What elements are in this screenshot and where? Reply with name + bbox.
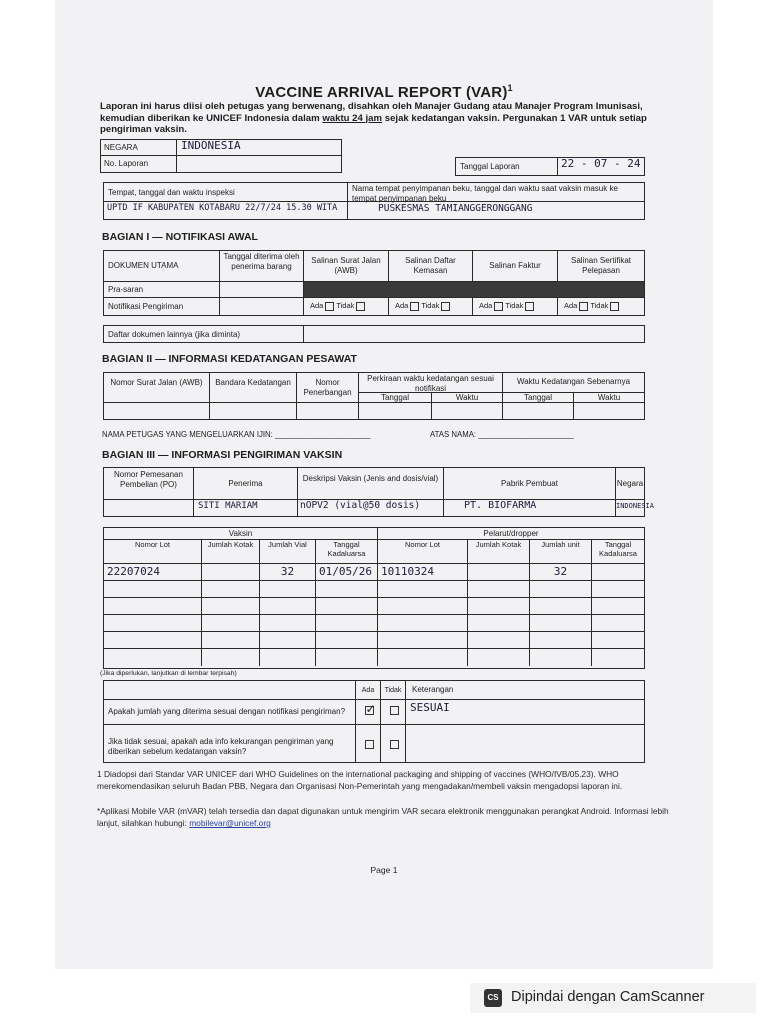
- s2-header-sebenarnya: Waktu Kedatangan Sebenarnya: [503, 373, 644, 393]
- checklist-q2-tidak[interactable]: [381, 725, 406, 762]
- s3-pabrik-value: PT. BIOFARMA: [444, 500, 616, 516]
- s2-sub-tanggal-2: Tanggal: [503, 393, 574, 403]
- s3-header-pabrik: Pabrik Pembuat: [444, 468, 616, 500]
- checklist-q1: Apakah jumlah yang diterima sesuai dengan notifikasi pengiriman?: [104, 700, 356, 725]
- lot-cell[interactable]: [378, 581, 468, 598]
- lot-cell[interactable]: [378, 615, 468, 632]
- lot-cell[interactable]: [104, 632, 202, 649]
- checklist-header-ada: Ada: [356, 681, 381, 700]
- officer-name-line: NAMA PETUGAS YANG MENGELUARKAN IJIN: ______________________: [102, 430, 371, 439]
- s2-sub-tanggal: Tanggal: [359, 393, 432, 403]
- negara-label: NEGARA: [101, 140, 177, 156]
- lot-cell[interactable]: 10110324: [378, 564, 468, 581]
- lot-header: Jumlah unit: [530, 540, 592, 564]
- lot-cell[interactable]: [260, 649, 316, 666]
- checklist-q1-note: SESUAI: [406, 700, 644, 725]
- lot-header: Tanggal Kadaluarsa: [316, 540, 378, 564]
- lot-cell[interactable]: [592, 632, 644, 649]
- lot-cell[interactable]: [316, 632, 378, 649]
- checkbox[interactable]: [325, 302, 334, 311]
- check-mark-icon: ✓: [365, 702, 376, 717]
- section-3-heading: BAGIAN III — INFORMASI PENGIRIMAN VAKSIN: [102, 449, 343, 461]
- s2-input[interactable]: [503, 403, 574, 419]
- intro-text: Laporan ini harus diisi oleh petugas yang berwenang, disahkan oleh Manajer Gudang atau Manajer Program Imunisasi, kemudian diberikan ke UNICEF Indonesia dalam waktu 24 jam sejak kedatangan vaksin. Pergunakan 1 VAR untuk setiap pengiriman vaksin.: [100, 101, 647, 135]
- lot-cell[interactable]: [468, 564, 530, 581]
- checkbox-checked[interactable]: [365, 702, 376, 717]
- s1-check-cert[interactable]: Ada Tidak: [558, 298, 644, 315]
- s2-header-bandara: Bandara Kedatangan: [210, 373, 297, 403]
- s1-notifikasi-date[interactable]: [220, 298, 304, 315]
- lot-header: Jumlah Vial: [260, 540, 316, 564]
- checklist-table: [103, 680, 645, 763]
- location-box: [103, 182, 645, 220]
- checklist-q2: Jika tidak sesuai, apakah ada info kekurangan pengiriman yang diberikan sebelum kedatangan vaksin?: [104, 725, 356, 762]
- section-1-table: [103, 250, 645, 316]
- lot-cell[interactable]: [592, 598, 644, 615]
- s2-input[interactable]: [104, 403, 210, 419]
- lot-cell[interactable]: [592, 581, 644, 598]
- scanned-page: [55, 0, 713, 969]
- s1-row-prasaran: Pra-saran: [104, 282, 220, 298]
- s1-header-packing: Salinan Daftar Kemasan: [389, 251, 473, 282]
- report-date-label: Tanggal Laporan: [456, 158, 558, 175]
- lot-cell[interactable]: [468, 632, 530, 649]
- s1-header-doc: DOKUMEN UTAMA: [104, 251, 220, 282]
- camscanner-watermark: [470, 983, 756, 1013]
- lot-cell[interactable]: [104, 598, 202, 615]
- lot-cell[interactable]: [378, 598, 468, 615]
- lot-header: Jumlah Kotak: [202, 540, 260, 564]
- lot-cell[interactable]: [468, 581, 530, 598]
- checklist-header-blank: [104, 681, 356, 700]
- lot-cell[interactable]: [468, 598, 530, 615]
- footnote-2: *Aplikasi Mobile VAR (mVAR) telah tersedia dan dapat digunakan untuk mengirim VAR secara elektronik menggunakan perangkat Android. Informasi lebih lanjut, silahkan hubungi: mobilevar@unicef.org: [97, 806, 669, 828]
- s1-check-invoice[interactable]: Ada Tidak: [473, 298, 558, 315]
- checkbox[interactable]: [494, 302, 503, 311]
- lot-cell[interactable]: [468, 615, 530, 632]
- s2-input[interactable]: [297, 403, 359, 419]
- lot-header: Tanggal Kadaluarsa: [592, 540, 644, 564]
- checkbox[interactable]: [525, 302, 534, 311]
- lot-cell[interactable]: [104, 615, 202, 632]
- s1-header-date: Tanggal diterima oleh penerima barang: [220, 251, 304, 282]
- s1-prasaran-shaded: [304, 282, 644, 298]
- inspection-place-label: Tempat, tanggal dan waktu inspeksi: [104, 183, 348, 202]
- country-box: [100, 139, 342, 173]
- lot-cell[interactable]: [202, 581, 260, 598]
- lot-table: [103, 527, 645, 669]
- lot-cell[interactable]: [202, 632, 260, 649]
- s3-header-deskripsi: Deskripsi Vaksin (Jenis and dosis/vial): [298, 468, 444, 500]
- s1-header-cert: Salinan Sertifikat Pelepasan: [558, 251, 644, 282]
- lot-cell[interactable]: [316, 598, 378, 615]
- inspection-place-value: UPTD IF KABUPATEN KOTABARU 22/7/24 15.30 WITA: [104, 202, 348, 219]
- storage-place-value: PUSKESMAS TAMIANGGERONGGANG: [378, 203, 533, 214]
- s3-header-penerima: Penerima: [194, 468, 298, 500]
- lot-cell[interactable]: [260, 581, 316, 598]
- checkbox[interactable]: [610, 302, 619, 311]
- s2-sub-waktu-2: Waktu: [574, 393, 644, 403]
- s3-penerima-value: SITI MARIAM: [194, 500, 298, 516]
- lot-header: Nomor Lot: [104, 540, 202, 564]
- lot-cell[interactable]: [592, 649, 644, 666]
- lot-cell[interactable]: [260, 632, 316, 649]
- s2-input[interactable]: [210, 403, 297, 419]
- lot-cell[interactable]: [378, 632, 468, 649]
- report-date-value: 22 - 07 - 24: [561, 157, 641, 170]
- lot-cell[interactable]: 32: [260, 564, 316, 581]
- lot-header: Jumlah Kotak: [468, 540, 530, 564]
- lot-cell[interactable]: [104, 649, 202, 666]
- s1-prasaran-date[interactable]: [220, 282, 304, 298]
- lot-cell[interactable]: 01/05/26: [316, 564, 378, 581]
- report-title: VACCINE ARRIVAL REPORT (VAR)$^1$: [255, 83, 513, 101]
- negara-value: INDONESIA: [177, 140, 341, 156]
- other-docs-box: [103, 325, 645, 343]
- s3-deskripsi-value: nOPV2 (vial@50 dosis): [298, 500, 444, 516]
- lot-group-vaksin: Vaksin: [104, 528, 378, 540]
- email-link[interactable]: mobilevar@unicef.org: [189, 818, 271, 828]
- lot-cell[interactable]: [104, 581, 202, 598]
- on-behalf-line: ATAS NAMA: ______________________: [430, 430, 574, 439]
- lot-cell[interactable]: [378, 649, 468, 666]
- lot-group-pelarut: Pelarut/dropper: [378, 528, 644, 540]
- lot-cell[interactable]: 22207024: [104, 564, 202, 581]
- s3-negara-value: INDONESIA: [616, 502, 654, 510]
- section-3-table: [103, 467, 654, 517]
- lot-cell[interactable]: [202, 649, 260, 666]
- s3-header-po: Nomor Pemesanan Pembelian (PO): [104, 468, 194, 500]
- lot-cell[interactable]: [530, 598, 592, 615]
- checkbox[interactable]: [365, 740, 374, 749]
- s1-check-packing[interactable]: Ada Tidak: [389, 298, 473, 315]
- no-laporan-label: No. Laporan: [101, 156, 177, 172]
- checkbox[interactable]: [390, 740, 399, 749]
- lot-cell[interactable]: [530, 649, 592, 666]
- section-1-heading: BAGIAN I — NOTIFIKASI AWAL: [102, 231, 258, 243]
- s1-row-notifikasi: Notifikasi Pengiriman: [104, 298, 220, 315]
- lot-cell[interactable]: [530, 615, 592, 632]
- s3-header-negara: Negara: [616, 468, 644, 500]
- s2-input[interactable]: [574, 403, 644, 419]
- s2-header-awb: Nomor Surat Jalan (AWB): [104, 373, 210, 403]
- lot-cell[interactable]: [316, 649, 378, 666]
- lot-cell[interactable]: [316, 615, 378, 632]
- lot-note: (Jika diperlukan, lanjutkan di lembar terpisah): [100, 670, 237, 677]
- checkbox[interactable]: [441, 302, 450, 311]
- lot-cell[interactable]: [530, 632, 592, 649]
- lot-cell[interactable]: 32: [530, 564, 592, 581]
- lot-cell[interactable]: [468, 649, 530, 666]
- report-date-box: [455, 157, 645, 176]
- checkbox[interactable]: [410, 302, 419, 311]
- lot-cell[interactable]: [260, 615, 316, 632]
- no-laporan-field[interactable]: [177, 156, 341, 172]
- checklist-header-tidak: Tidak: [381, 681, 406, 700]
- s2-header-perkiraan: Perkiraan waktu kedatangan sesuai notifikasi: [359, 373, 503, 393]
- s2-header-nomor: Nomor Penerbangan: [297, 373, 359, 403]
- s1-check-awb[interactable]: Ada Tidak: [304, 298, 389, 315]
- camscanner-logo-icon: CS: [484, 989, 502, 1007]
- page-content: [55, 0, 713, 969]
- s2-sub-waktu: Waktu: [432, 393, 503, 403]
- checkbox[interactable]: [579, 302, 588, 311]
- lot-header: Nomor Lot: [378, 540, 468, 564]
- checklist-q2-ada[interactable]: [356, 725, 381, 762]
- other-docs-label: Daftar dokumen lainnya (jika diminta): [104, 326, 304, 342]
- s1-header-invoice: Salinan Faktur: [473, 251, 558, 282]
- s2-input[interactable]: [359, 403, 432, 419]
- lot-cell[interactable]: [592, 564, 644, 581]
- lot-cell[interactable]: [202, 564, 260, 581]
- s1-header-awb: Salinan Surat Jalan (AWB): [304, 251, 389, 282]
- lot-cell[interactable]: [530, 581, 592, 598]
- checkbox[interactable]: [390, 706, 399, 715]
- footnote-1: 1 Diadopsi dari Standar VAR UNICEF dari WHO Guidelines on the international packaging and shipping of vaccines (WHO/IVB/05.23). WHO merekomendasikan seluruh Badan PBB, Negara dan Organisasi Non-Pemerintah yang mengadakan/membeli vaksin mengadopsi laporan ini.: [97, 769, 623, 791]
- camscanner-text: Dipindai dengan CamScanner: [511, 989, 705, 1005]
- s2-input[interactable]: [432, 403, 503, 419]
- lot-cell[interactable]: [202, 615, 260, 632]
- lot-cell[interactable]: [316, 581, 378, 598]
- lot-cell[interactable]: [260, 598, 316, 615]
- page-number: Page 1: [370, 865, 398, 875]
- section-2-heading: BAGIAN II — INFORMASI KEDATANGAN PESAWAT: [102, 353, 357, 365]
- lot-cell[interactable]: [592, 615, 644, 632]
- lot-cell[interactable]: [202, 598, 260, 615]
- checklist-q1-ada[interactable]: [356, 700, 381, 725]
- section-2-table: [103, 372, 645, 420]
- checklist-header-ket: Keterangan: [406, 681, 644, 700]
- checklist-q2-note[interactable]: [406, 725, 644, 762]
- checkbox[interactable]: [356, 302, 365, 311]
- s3-po-field[interactable]: [104, 500, 194, 516]
- checklist-q1-tidak[interactable]: [381, 700, 406, 725]
- storage-place-label: Nama tempat penyimpanan beku, tanggal dan waktu saat vaksin masuk ke tempat penyimpanan beku: [348, 183, 644, 202]
